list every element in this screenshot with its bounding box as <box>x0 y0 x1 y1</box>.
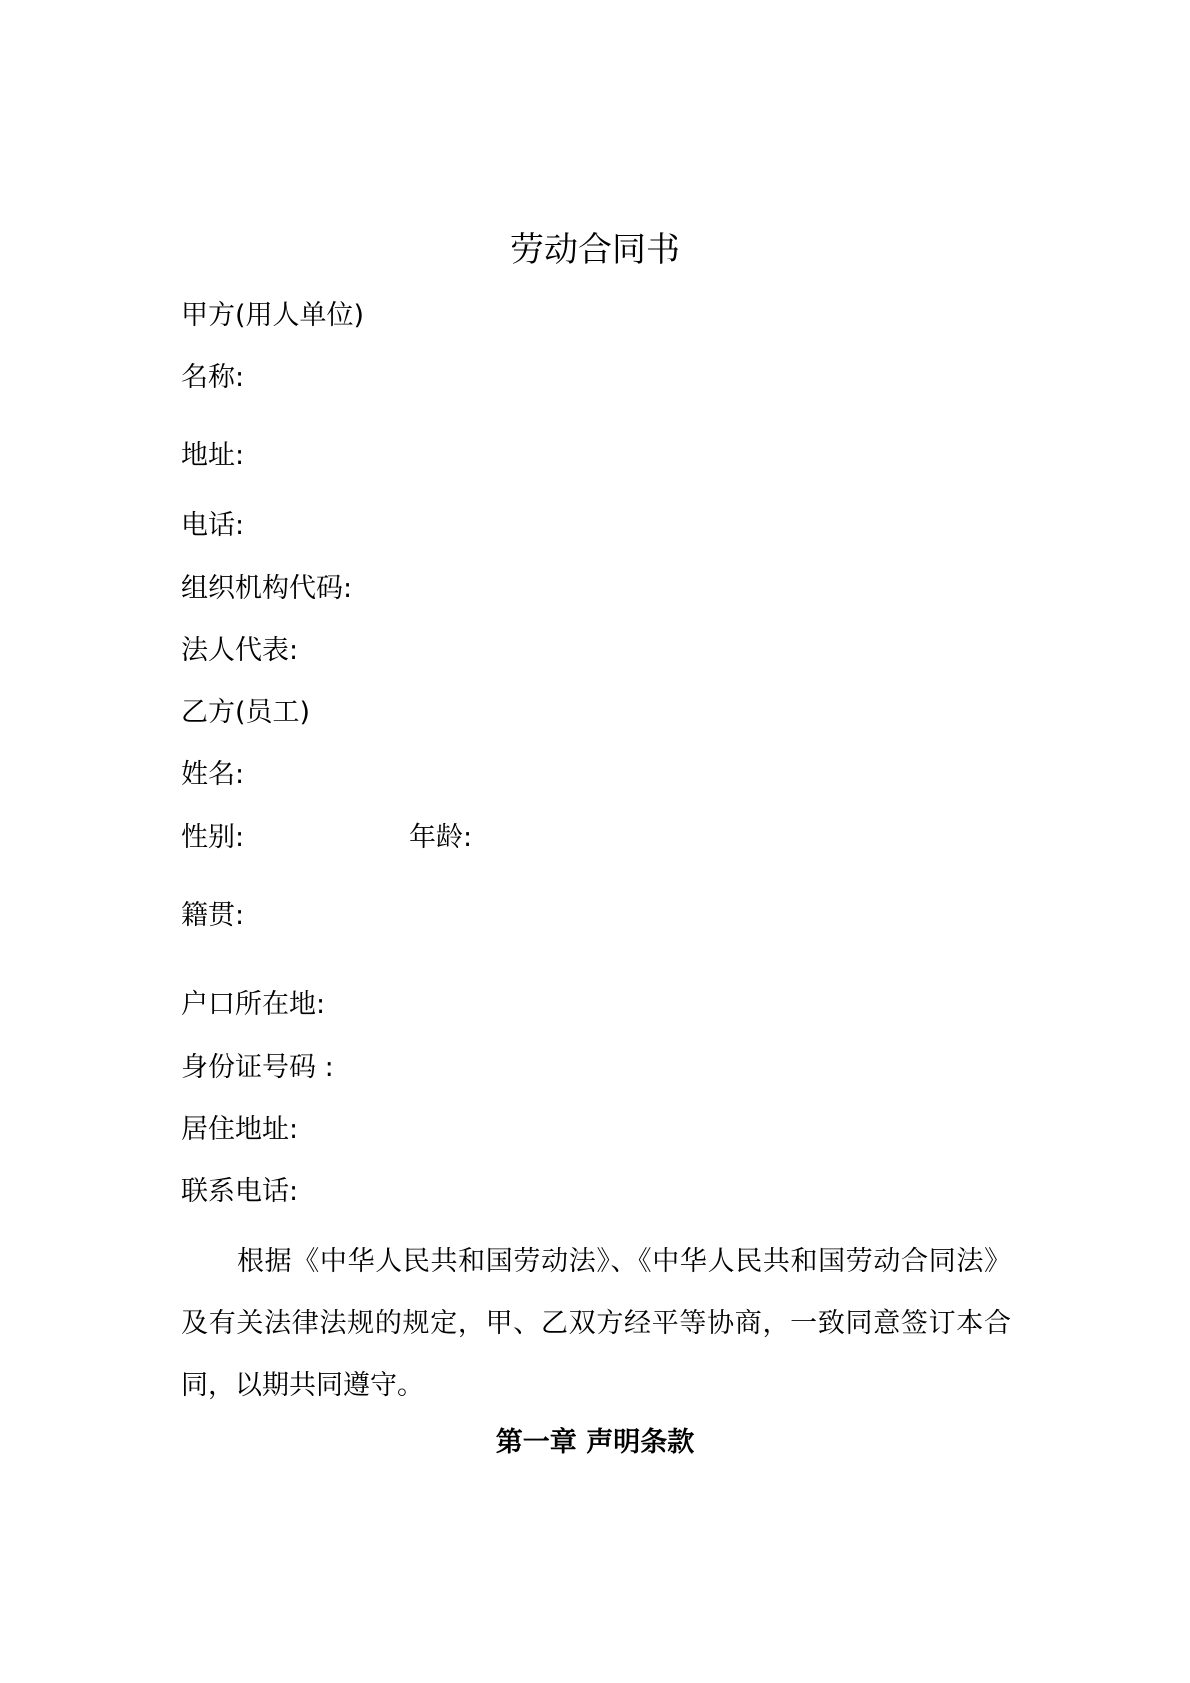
party-b-contact-phone-label: 联系电话: <box>181 1176 299 1207</box>
party-b-gender-age-row <box>181 820 473 856</box>
party-a-name-label: 名称: <box>181 362 245 393</box>
party-b-gender-label: 性别: <box>181 822 245 853</box>
party-a-org-code-label: 组织机构代码: <box>181 573 353 604</box>
party-b-residence-label: 居住地址: <box>181 1114 299 1145</box>
preamble-paragraph: 根据《中华人民共和国劳动法》、《中华人民共和国劳动合同法》及有关法律法规的规定，甲、乙双方经平等协商，一致同意签订本合同，以期共同遵守。 <box>181 1246 1011 1401</box>
party-b-household-label: 户口所在地: <box>181 989 326 1020</box>
document-title: 劳动合同书 <box>510 230 680 270</box>
chapter-1-heading: 第一章 声明条款 <box>495 1427 695 1458</box>
party-a-legal-rep-label: 法人代表: <box>181 635 299 666</box>
party-b-heading: 乙方(员工) <box>181 697 311 728</box>
party-b-native-place-label: 籍贯: <box>181 900 245 931</box>
party-b-name-label: 姓名: <box>181 759 245 790</box>
party-a-phone-label: 电话: <box>181 510 245 541</box>
party-a-address-label: 地址: <box>181 440 245 471</box>
party-b-id-number-label: 身份证号码 : <box>181 1052 334 1083</box>
party-a-heading: 甲方(用人单位) <box>181 300 365 331</box>
party-b-age-label: 年龄: <box>409 822 473 853</box>
